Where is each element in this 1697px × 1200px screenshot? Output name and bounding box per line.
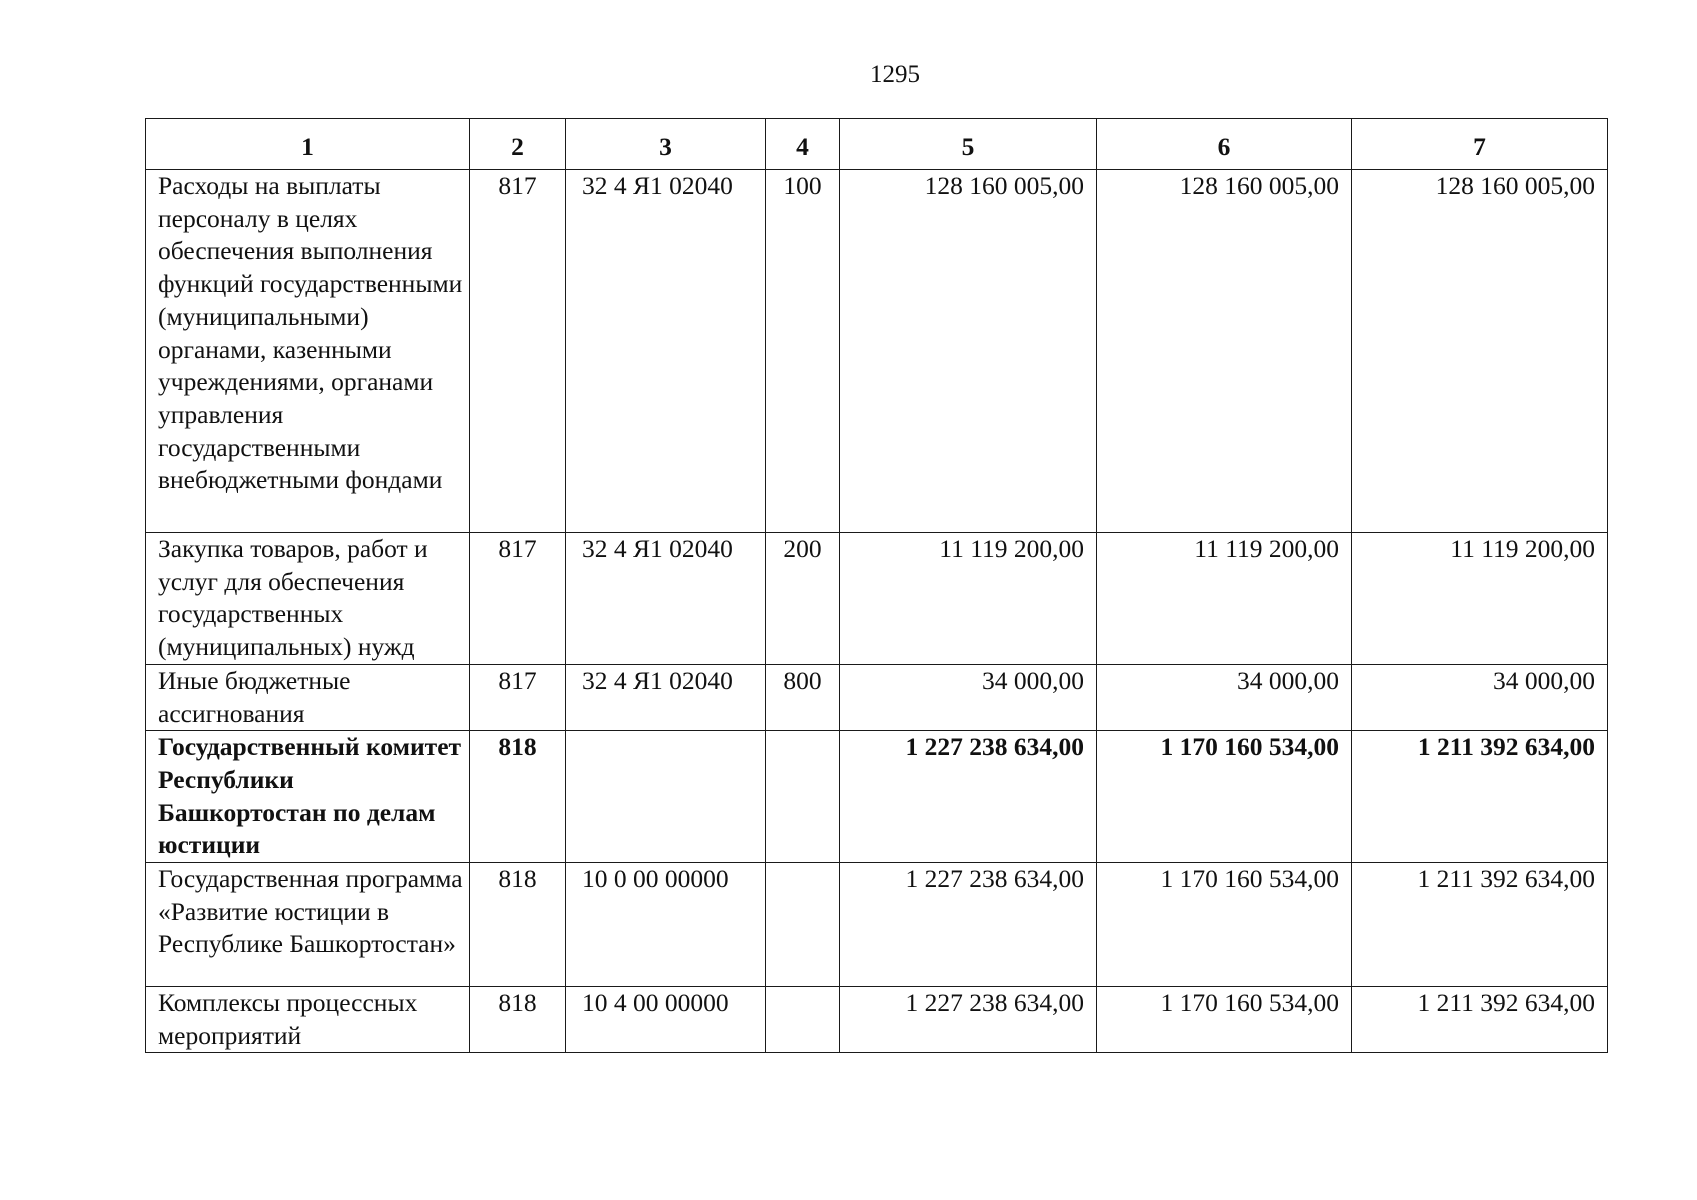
ministry-code-cell: 817	[470, 664, 566, 730]
row-name-cell: Закупка товаров, работ и услуг для обеспечения государственных (муниципальных) нужд	[146, 533, 470, 665]
row-name-cell: Государственный комитет Республики Башкортостан по делам юстиции	[146, 731, 470, 863]
column-header: 1	[146, 119, 470, 170]
table-row	[146, 664, 1608, 730]
page-number: 1295	[870, 61, 920, 88]
amount-cell-col6: 11 119 200,00	[1097, 533, 1352, 665]
column-header: 2	[470, 119, 566, 170]
budget-table	[145, 118, 1608, 1053]
expense-type-cell: 100	[766, 170, 840, 533]
table-row	[146, 987, 1608, 1053]
amount-cell-col5: 128 160 005,00	[840, 170, 1097, 533]
target-article-cell: 10 4 00 00000	[566, 987, 766, 1053]
expense-type-cell	[766, 731, 840, 863]
column-header: 5	[840, 119, 1097, 170]
column-header: 4	[766, 119, 840, 170]
column-header: 7	[1352, 119, 1608, 170]
target-article-cell: 32 4 Я1 02040	[566, 664, 766, 730]
expense-type-cell: 800	[766, 664, 840, 730]
target-article-cell: 32 4 Я1 02040	[566, 533, 766, 665]
ministry-code-cell: 818	[470, 987, 566, 1053]
amount-cell-col7: 128 160 005,00	[1352, 170, 1608, 533]
expense-type-cell	[766, 987, 840, 1053]
expense-type-cell	[766, 863, 840, 987]
amount-cell-col6: 1 170 160 534,00	[1097, 731, 1352, 863]
table-row	[146, 863, 1608, 987]
amount-cell-col6: 1 170 160 534,00	[1097, 863, 1352, 987]
amount-cell-col6: 1 170 160 534,00	[1097, 987, 1352, 1053]
table-row	[146, 170, 1608, 533]
row-name-cell: Расходы на выплаты персоналу в целях обеспечения выполнения функций государственными (муниципальными) органами, казенными учреждениями, органами управления государственными внебюджетными фондами	[146, 170, 470, 533]
target-article-cell: 10 0 00 00000	[566, 863, 766, 987]
amount-cell-col5: 1 227 238 634,00	[840, 863, 1097, 987]
column-header: 3	[566, 119, 766, 170]
amount-cell-col6: 128 160 005,00	[1097, 170, 1352, 533]
target-article-cell	[566, 731, 766, 863]
amount-cell-col5: 1 227 238 634,00	[840, 731, 1097, 863]
amount-cell-col7: 1 211 392 634,00	[1352, 731, 1608, 863]
table-row	[146, 731, 1608, 863]
amount-cell-col7: 1 211 392 634,00	[1352, 987, 1608, 1053]
ministry-code-cell: 818	[470, 863, 566, 987]
amount-cell-col5: 11 119 200,00	[840, 533, 1097, 665]
row-name-cell: Государственная программа «Развитие юстиции в Республике Башкортостан»	[146, 863, 470, 987]
column-header: 6	[1097, 119, 1352, 170]
amount-cell-col7: 1 211 392 634,00	[1352, 863, 1608, 987]
row-name-cell: Комплексы процессных мероприятий	[146, 987, 470, 1053]
amount-cell-col5: 34 000,00	[840, 664, 1097, 730]
expense-type-cell: 200	[766, 533, 840, 665]
table-header-row	[146, 119, 1608, 170]
amount-cell-col7: 34 000,00	[1352, 664, 1608, 730]
ministry-code-cell: 818	[470, 731, 566, 863]
ministry-code-cell: 817	[470, 533, 566, 665]
target-article-cell: 32 4 Я1 02040	[566, 170, 766, 533]
amount-cell-col5: 1 227 238 634,00	[840, 987, 1097, 1053]
ministry-code-cell: 817	[470, 170, 566, 533]
row-name-cell: Иные бюджетные ассигнования	[146, 664, 470, 730]
table-row	[146, 533, 1608, 665]
amount-cell-col6: 34 000,00	[1097, 664, 1352, 730]
amount-cell-col7: 11 119 200,00	[1352, 533, 1608, 665]
